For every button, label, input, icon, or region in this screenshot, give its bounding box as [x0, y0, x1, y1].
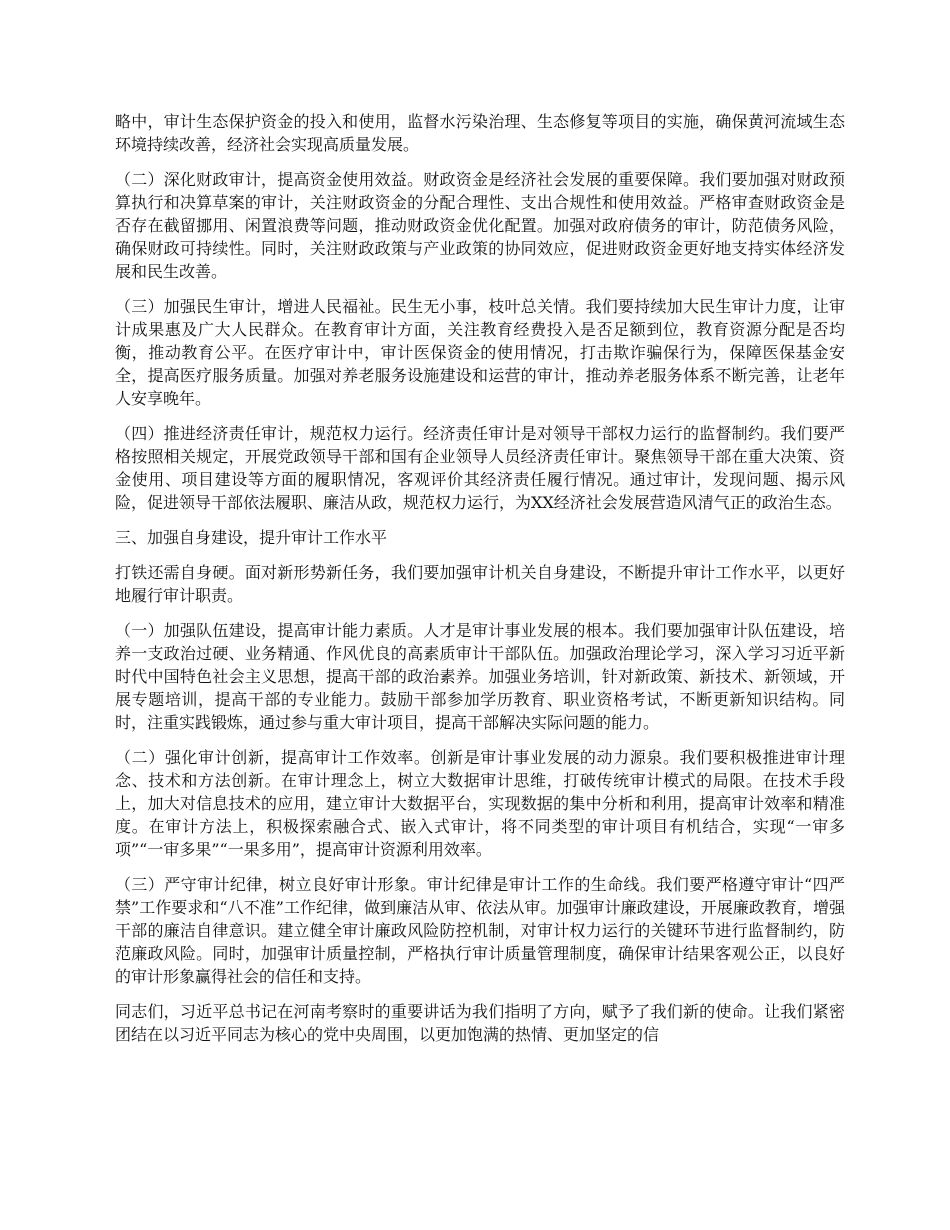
paragraph-self-building-intro: 打铁还需自身硬。面对新形势新任务，我们要加强审计机关自身建设，不断提升审计工作水平，以更好地履行审计职责。 [115, 563, 845, 605]
paragraph-audit-innovation: （二）强化审计创新，提高审计工作效率。创新是审计事业发展的动力源泉。我们要积极推进审计理念、技术和方法创新。在审计理念上，树立大数据审计思维，打破传统审计模式的局限。在技术手段上，加大对信息技术的应用，建立审计大数据平台，实现数据的集中分析和利用，提高审计效率和精准度。在审计方法上，积极探索融合式、嵌入式审计，将不同类型的审计项目有机结合，实现“一审多项”“一审多果”“一果多用”，提高审计资源利用效率。 [115, 748, 845, 859]
paragraph-ecology-audit: 略中，审计生态保护资金的投入和使用，监督水污染治理、生态修复等项目的实施，确保黄河流域生态环境持续改善，经济社会实现高质量发展。 [115, 112, 845, 154]
document-body [115, 110, 845, 1058]
paragraph-livelihood-audit: （三）加强民生审计，增进人民福祉。民生无小事，枝叶总关情。我们要持续加大民生审计力度，让审计成果惠及广大人民群众。在教育审计方面，关注教育经费投入是否足额到位，教育资源分配是否均衡，推动教育公平。在医疗审计中，审计医保资金的使用情况，打击欺诈骗保行为，保障医保基金安全，提高医疗服务质量。加强对养老服务设施建设和运营的审计，推动养老服务体系不断完善，让老年人安享晚年。 [115, 297, 845, 408]
paragraph-team-building: （一）加强队伍建设，提高审计能力素质。人才是审计事业发展的根本。我们要加强审计队伍建设，培养一支政治过硬、业务精通、作风优良的高素质审计干部队伍。加强政治理论学习，深入学习习近平新时代中国特色社会主义思想，提高干部的政治素养。加强业务培训，针对新政策、新技术、新领域，开展专题培训，提高干部的专业能力。鼓励干部参加学历教育、职业资格考试，不断更新知识结构。同时，注重实践锻炼，通过参与重大审计项目，提高干部解决实际问题的能力。 [115, 621, 845, 732]
paragraph-fiscal-audit: （二）深化财政审计，提高资金使用效益。财政资金是经济社会发展的重要保障。我们要加强对财政预算执行和决算草案的审计，关注财政资金的分配合理性、支出合规性和使用效益。严格审查财政资金是否存在截留挪用、闲置浪费等问题，推动财政资金优化配置。加强对政府债务的审计，防范债务风险，确保财政可持续性。同时，关注财政政策与产业政策的协同效应，促进财政资金更好地支持实体经济发展和民生改善。 [115, 170, 845, 281]
paragraph-audit-discipline: （三）严守审计纪律，树立良好审计形象。审计纪律是审计工作的生命线。我们要严格遵守审计“四严禁”工作要求和“八不准”工作纪律，做到廉洁从审、依法从审。加强审计廉政建设，开展廉政教育，增强干部的廉洁自律意识。建立健全审计廉政风险防控机制，对审计权力运行的关键环节进行监督制约，防范廉政风险。同时，加强审计质量控制，严格执行审计质量管理制度，确保审计结果客观公正，以良好的审计形象赢得社会的信任和支持。 [115, 875, 845, 986]
paragraph-closing: 同志们，习近平总书记在河南考察时的重要讲话为我们指明了方向，赋予了我们新的使命。让我们紧密团结在以习近平同志为核心的党中央周围，以更加饱满的热情、更加坚定的信 [115, 1002, 845, 1044]
section-heading-self-building: 三、加强自身建设，提升审计工作水平 [115, 528, 388, 547]
paragraph-economic-responsibility-audit: （四）推进经济责任审计，规范权力运行。经济责任审计是对领导干部权力运行的监督制约。我们要严格按照相关规定，开展党政领导干部和国有企业领导人员经济责任审计。聚焦领导干部在重大决策、资金使用、项目建设等方面的履职情况，客观评价其经济责任履行情况。通过审计，发现问题、揭示风险，促进领导干部依法履职、廉洁从政，规范权力运行，为XX经济社会发展营造风清气正的政治生态。 [115, 424, 845, 512]
